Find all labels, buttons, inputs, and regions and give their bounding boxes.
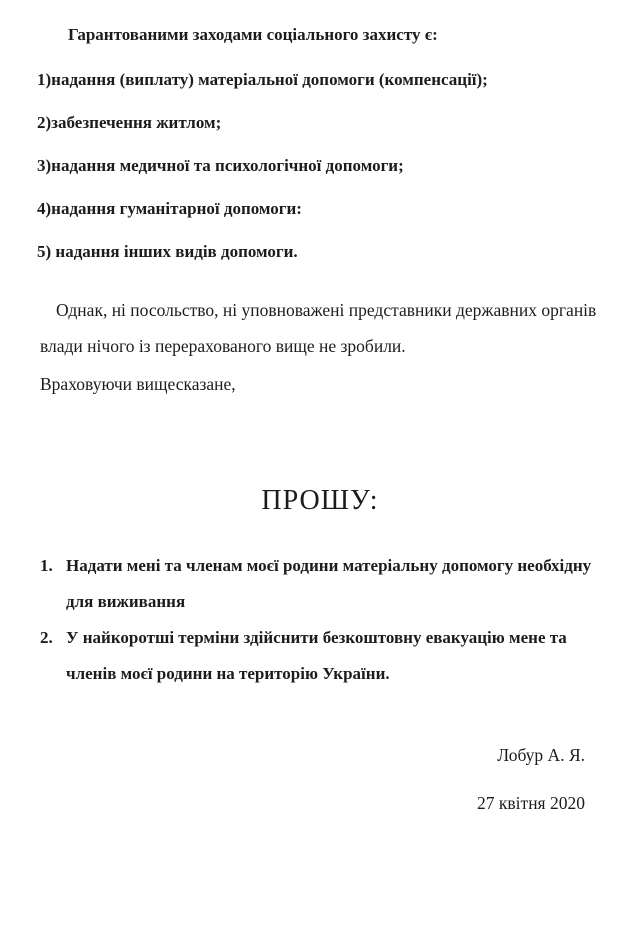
transition-line: Враховуючи вищесказане, xyxy=(40,374,236,394)
request-item-2-number: 2. xyxy=(40,628,53,647)
signature-name: Лобур А. Я. xyxy=(497,745,585,765)
guarantee-item-5: 5) надання інших видів допомоги. xyxy=(37,242,298,261)
request-item-1-number: 1. xyxy=(40,556,53,575)
guarantee-item-4: 4)надання гуманітарної допомоги: xyxy=(37,199,302,218)
signature-block xyxy=(0,744,640,814)
request-item-1 xyxy=(40,548,595,620)
request-item-1-text: Надати мені та членам моєї родини матеріальну допомогу необхідну для виживання xyxy=(66,556,592,611)
guarantee-item-2: 2)забезпечення житлом; xyxy=(37,113,222,132)
guarantee-item-1: 1)надання (виплату) матеріальної допомоги (компенсації); xyxy=(37,70,488,89)
guarantee-item-3: 3)надання медичної та психологічної допомоги; xyxy=(37,156,404,175)
signature-date: 27 квітня 2020 xyxy=(477,793,585,813)
request-item-2-text: У найкоротші терміни здійснити безкоштовну евакуацію мене та членів моєї родини на територію України. xyxy=(66,628,567,683)
request-heading: ПРОШУ: xyxy=(261,485,379,516)
intro-heading: Гарантованими заходами соціального захисту є: xyxy=(68,25,438,44)
request-item-2 xyxy=(40,620,595,692)
body-paragraph: Однак, ні посольство, ні уповноважені представники державних органів влади нічого із перерахованого вище не зробили. xyxy=(40,300,597,356)
